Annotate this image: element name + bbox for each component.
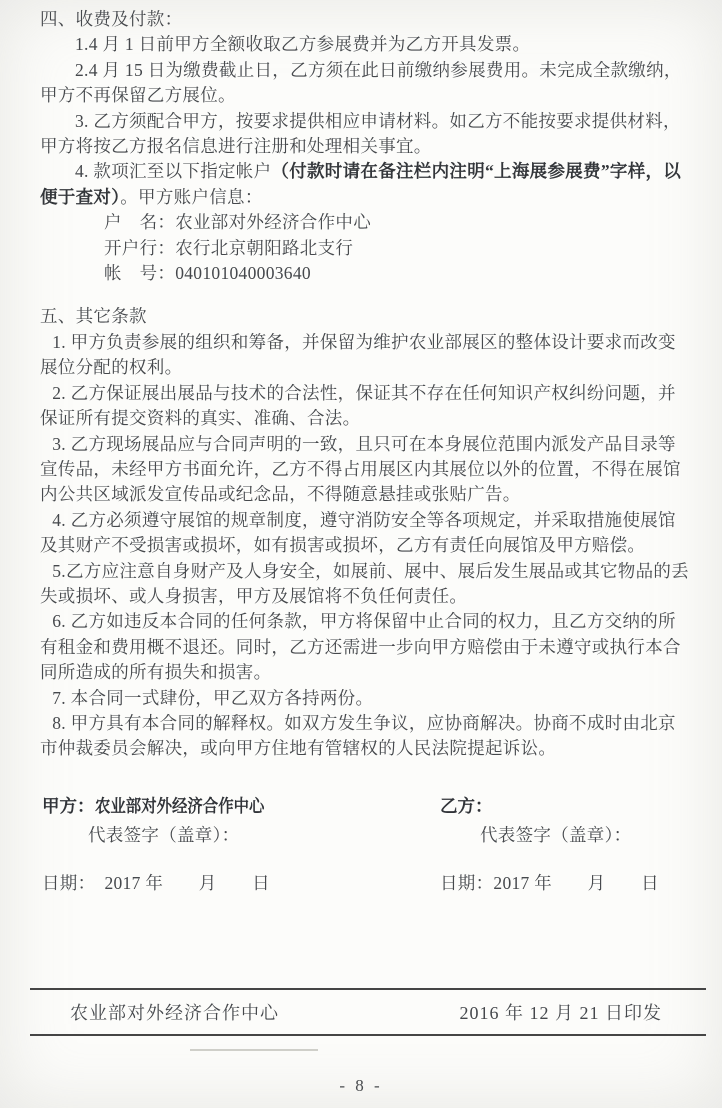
payment-remark-note: （付款时请在备注栏内注明“上海展参展费”字样，以便于查对） xyxy=(40,161,682,207)
issuer-name: 农业部对外经济合作中心 xyxy=(70,1003,279,1023)
signature-block xyxy=(42,794,686,897)
page-number: - 8 - xyxy=(339,1076,383,1095)
party-a-representative-label: 代表签字（盖章）： xyxy=(88,825,240,845)
section4-item-2: 2.4 月 15 日为缴费截止日，乙方须在此日前缴纳参展费用。未完成全款缴纳，甲方不再保留乙方展位。 xyxy=(40,59,682,106)
section4-item-3: 3. 乙方须配合甲方，按要求提供相应申请材料。如乙方不能按要求提供材料，甲方将按乙方报名信息进行注册和处理相关事宜。 xyxy=(40,110,681,157)
payment-clause-suffix: 。甲方账户信息： xyxy=(120,186,263,207)
contract-body xyxy=(40,7,690,762)
issue-footer xyxy=(30,988,706,1036)
party-b-date-line: 日期：2017 年 月 日 xyxy=(440,873,659,894)
party-a-signature xyxy=(42,794,440,897)
section4-heading: 四、收费及付款： xyxy=(40,9,183,29)
account-bank-value: 农行北京朝阳路北支行 xyxy=(175,237,354,258)
section5-item-4: 4. 乙方必须遵守展馆的规章制度，遵守消防安全等各项规定，并采取措施使展馆及其财产不受损害或损坏，如有损害或损坏，乙方有责任向展馆及甲方赔偿。 xyxy=(40,509,676,556)
party-b-label: 乙方： xyxy=(440,796,493,816)
section5-item-6: 6. 乙方如违反本合同的任何条款，甲方将保留中止合同的权力，且乙方交纳的所有租金和费用概不退还。同时，乙方还需进一步向甲方赔偿由于未遵守或执行本合同所造成的所有损失和损害。 xyxy=(40,611,681,683)
section5-item-8: 8. 甲方具有本合同的解释权。如双方发生争议，应协商解决。协商不成时由北京市仲裁委员会解决，或向甲方住地有管辖权的人民法院提起诉讼。 xyxy=(40,712,676,759)
party-a-line xyxy=(42,794,440,819)
section5-heading: 五、其它条款 xyxy=(40,306,147,327)
account-number-value: 040101040003640 xyxy=(175,263,311,284)
section5-item-7: 7. 本合同一式肆份，甲乙双方各持两份。 xyxy=(52,687,374,708)
section5-item-1: 1. 甲方负责参展的组织和筹备，并保留为维护农业部展区的整体设计要求而改变展位分配的权利。 xyxy=(40,331,676,378)
account-name-value: 农业部对外经济合作中心 xyxy=(175,212,372,233)
section4-item-1: 1.4 月 1 日前甲方全额收取乙方参展费并为乙方开具发票。 xyxy=(75,34,531,55)
account-number-label: 帐 号： xyxy=(104,263,176,284)
account-bank-label: 开户行： xyxy=(104,237,176,258)
section4-item-4 xyxy=(40,159,690,210)
bank-account-info xyxy=(40,210,690,286)
section5-item-3: 3. 乙方现场展品应与合同声明的一致，且只可在本身展位范围内派发产品目录等宣传品，未经甲方书面允许，乙方不得占用展区内其展位以外的位置，不得在展馆内公共区域派发宣传品或纪念品，不得随意悬挂或张贴广告。 xyxy=(40,433,681,505)
party-a-name: 农业部对外经济合作中心 xyxy=(94,796,264,816)
issue-date: 2016 年 12 月 21 日印发 xyxy=(459,1003,662,1023)
party-b-signature xyxy=(440,794,686,897)
account-number-row xyxy=(40,261,690,286)
payment-clause-prefix: 4. 款项汇至以下指定帐户 xyxy=(75,161,272,182)
account-name-label: 户 名： xyxy=(104,212,176,233)
account-bank-row xyxy=(40,236,690,261)
section5-item-5: 5.乙方应注意自身财产及人身安全，如展前、展中、展后发生展品或其它物品的丢失或损坏、或人身损害，甲方及展馆将不负任何责任。 xyxy=(40,560,689,606)
party-a-date-line: 日期： 2017 年 月 日 xyxy=(42,873,270,894)
party-a-label: 甲方： xyxy=(42,796,95,816)
scan-artifact-line xyxy=(190,1049,318,1051)
section5-item-2: 2. 乙方保证展出展品与技术的合法性，保证其不存在任何知识产权纠纷问题，并保证所有提交资料的真实、准确、合法。 xyxy=(40,382,676,429)
party-b-representative-label: 代表签字（盖章）： xyxy=(480,825,632,845)
account-name-row xyxy=(40,210,690,235)
